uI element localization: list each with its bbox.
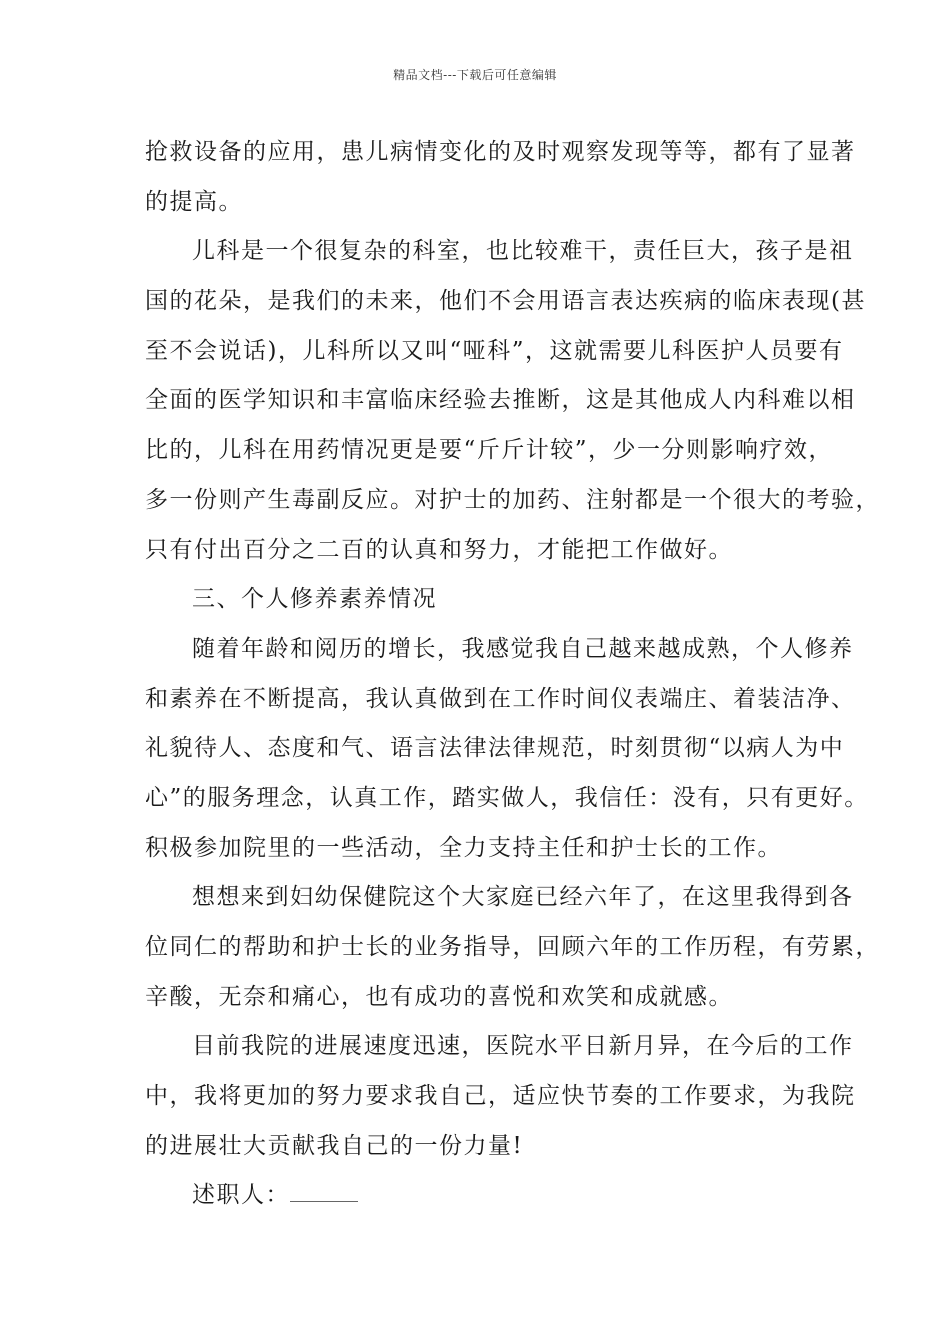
text-line: 国的花朵，是我们的未来，他们不会用语言表达疾病的临床表现(甚 — [145, 288, 866, 315]
text-line: 目前我院的进展速度迅速，医院水平日新月异，在今后的工作 — [192, 1033, 854, 1060]
paragraph-pediatrics — [145, 227, 880, 575]
text-line: 位同仁的帮助和护士长的业务指导，回顾六年的工作历程，有劳累， — [145, 934, 880, 960]
text-line: 抢救设备的应用，患儿病情变化的及时观察发现等等，都有了显著 — [145, 139, 856, 165]
text-line: 比的，儿科在用药情况更是要“斤斤计较”，少一分则影响疗效， — [145, 437, 834, 464]
text-line: 随着年龄和阅历的增长，我感觉我自己越来越成熟，个人修养 — [192, 635, 854, 662]
text-line: 多一份则产生毒副反应。对护士的加药、注射都是一个很大的考验， — [145, 486, 880, 513]
paragraph-continuation — [145, 128, 856, 227]
paragraph-personal-growth — [145, 625, 869, 873]
section-heading — [145, 575, 835, 625]
signature-label: 述职人： — [192, 1182, 290, 1209]
text-line: 礼貌待人、态度和气、语言法律法律规范，时刻贯彻“以病人为中 — [145, 735, 845, 762]
text-line: 的进展壮大贡献我自己的一份力量! — [145, 1132, 524, 1159]
text-line: 中，我将更加的努力要求我自己，适应快节奏的工作要求，为我院 — [145, 1083, 856, 1110]
text-line: 和素养在不断提高，我认真做到在工作时间仪表端庄、着装洁净、 — [145, 685, 856, 712]
signature-blank — [290, 1179, 358, 1202]
page-header: 精品文档---下载后可任意编辑 — [393, 68, 557, 82]
text-line: 至不会说话)，儿科所以又叫“哑科”，这就需要儿科医护人员要有 — [145, 337, 844, 364]
document-body — [145, 128, 880, 1221]
text-line: 积极参加院里的一些活动，全力支持主任和护士长的工作。 — [145, 834, 782, 861]
text-line: 儿科是一个很复杂的科室，也比较难干，责任巨大，孩子是祖 — [192, 238, 854, 265]
text-line: 想想来到妇幼保健院这个大家庭已经六年了，在这里我得到各 — [192, 884, 854, 911]
signature-line — [145, 1171, 835, 1221]
paragraph-future — [145, 1022, 856, 1171]
text-line: 的提高。 — [145, 188, 243, 215]
section-heading-text: 三、个人修养素养情况 — [192, 586, 437, 613]
text-line: 心”的服务理念，认真工作，踏实做人，我信任：没有，只有更好。 — [145, 784, 869, 811]
text-line: 全面的医学知识和丰富临床经验去推断，这是其他成人内科难以相 — [145, 387, 856, 414]
paragraph-six-years — [145, 873, 880, 1022]
text-line: 辛酸，无奈和痛心，也有成功的喜悦和欢笑和成就感。 — [145, 983, 733, 1010]
text-line: 只有付出百分之二百的认真和努力，才能把工作做好。 — [145, 536, 733, 563]
